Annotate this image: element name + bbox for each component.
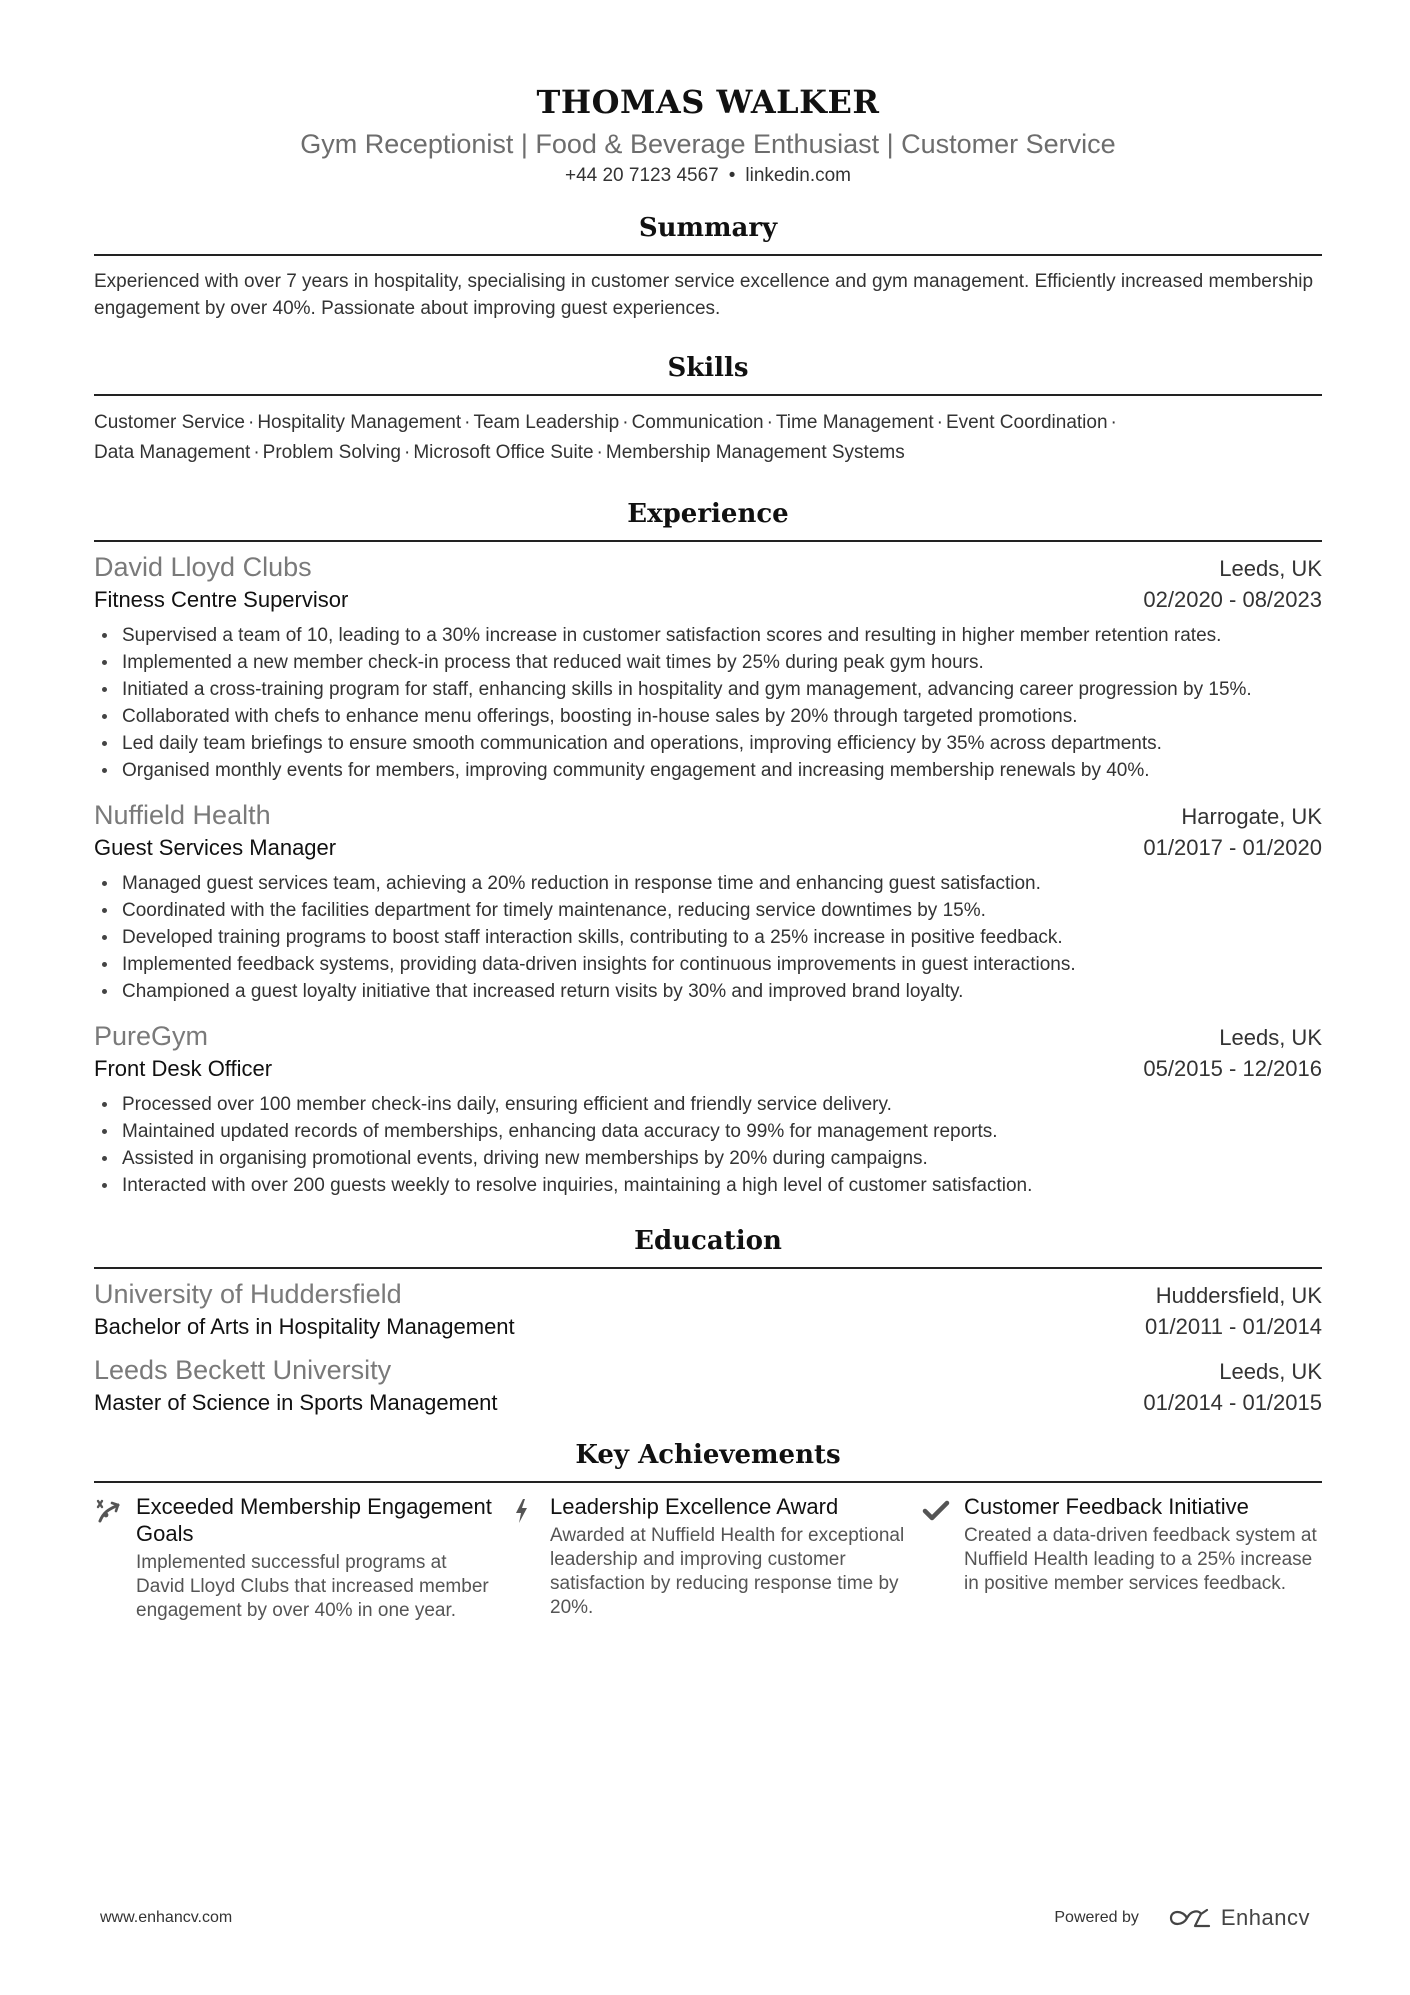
- school-name: University of Huddersfield: [94, 1279, 402, 1309]
- achievement-item: [94, 1493, 494, 1623]
- job-dates: 05/2015 - 12/2016: [1143, 1056, 1322, 1081]
- resume-header: [94, 80, 1322, 190]
- resume-page: [94, 80, 1322, 1623]
- skill-separator: ·: [253, 442, 260, 463]
- company-name: PureGym: [94, 1021, 209, 1051]
- school-name: Leeds Beckett University: [94, 1355, 392, 1385]
- checkmark-icon: [922, 1493, 964, 1623]
- skill-item: Problem Solving: [262, 442, 401, 463]
- candidate-name: THOMAS WALKER: [536, 83, 880, 121]
- degree-name: Master of Science in Sports Management: [94, 1390, 498, 1415]
- achievement-title: Exceeded Membership Engagement Goals: [136, 1494, 492, 1546]
- linkedin-link[interactable]: linkedin.com: [745, 165, 851, 186]
- company-name: Nuffield Health: [94, 800, 271, 830]
- achievement-description: Created a data-driven feedback system at Nuffield Health leading to a 25% increase in positive member services feedback.: [964, 1525, 1317, 1594]
- skills-section: [94, 350, 1322, 468]
- section-divider: [94, 254, 1322, 256]
- bullet-point: Implemented feedback systems, providing data-driven insights for continuous improvements in guest interactions.: [122, 951, 1322, 978]
- skill-item: Customer Service: [94, 412, 245, 433]
- bullet-point: Interacted with over 200 guests weekly to resolve inquiries, maintaining a high level of customer satisfaction.: [122, 1172, 1322, 1199]
- medal-crossed-icon: [94, 1493, 136, 1623]
- bullet-point: Led daily team briefings to ensure smooth communication and operations, improving efficiency by 35% across departments.: [122, 730, 1322, 757]
- experience-list: [94, 550, 1322, 1199]
- skill-separator: ·: [464, 412, 471, 433]
- experience-title: Experience: [627, 499, 789, 529]
- school-location: Huddersfield, UK: [1155, 1283, 1322, 1308]
- experience-header-row: [94, 1019, 1322, 1053]
- achievement-title: Customer Feedback Initiative: [964, 1494, 1249, 1519]
- education-degree-row: [94, 1387, 1322, 1419]
- section-divider: [94, 394, 1322, 396]
- education-entry: [94, 1277, 1322, 1343]
- phone-number[interactable]: +44 20 7123 4567: [564, 165, 719, 186]
- education-title: Education: [634, 1226, 782, 1256]
- achievement-description: Implemented successful programs at David Lloyd Clubs that increased member engagement by over 40% in one year.: [136, 1552, 489, 1621]
- bullet-point: Collaborated with chefs to enhance menu offerings, boosting in-house sales by 20% through targeted promotions.: [122, 703, 1322, 730]
- section-divider: [94, 1267, 1322, 1269]
- page-footer: [100, 1905, 1310, 1931]
- skill-item: Event Coordination: [945, 412, 1108, 433]
- bullet-point: Organised monthly events for members, improving community engagement and increasing membership renewals by 40%.: [122, 757, 1322, 784]
- skill-separator: ·: [936, 412, 943, 433]
- bullet-point: Maintained updated records of memberships, enhancing data accuracy to 99% for management reports.: [122, 1118, 1322, 1145]
- achievements-title: Key Achievements: [575, 1440, 841, 1470]
- education-section: [94, 1223, 1322, 1419]
- company-name: David Lloyd Clubs: [94, 552, 312, 582]
- bullet-point: Assisted in organising promotional events, driving new memberships by 20% during campaigns.: [122, 1145, 1322, 1172]
- job-location: Leeds, UK: [1219, 1025, 1322, 1050]
- achievement-item: [508, 1493, 908, 1623]
- skill-item: Membership Management Systems: [605, 442, 905, 463]
- job-dates: 02/2020 - 08/2023: [1143, 587, 1322, 612]
- skills-title: Skills: [667, 353, 749, 383]
- experience-header-row: [94, 798, 1322, 832]
- job-title: Fitness Centre Supervisor: [94, 587, 349, 612]
- powered-by-label: Powered by: [1054, 1909, 1139, 1926]
- skill-separator: ·: [622, 412, 629, 433]
- achievement-body: [550, 1493, 908, 1623]
- skill-item: Hospitality Management: [257, 412, 462, 433]
- job-bullets: [94, 870, 1322, 1005]
- achievements-grid: [94, 1493, 1322, 1623]
- bullet-point: Supervised a team of 10, leading to a 30% increase in customer satisfaction scores and resulting in higher member retention rates.: [122, 622, 1322, 649]
- experience-header-row: [94, 550, 1322, 584]
- summary-text: Experienced with over 7 years in hospitality, specialising in customer service excellence and gym management. Efficiently increased membership engagement by over 40%. Passionate about improving guest experiences.: [94, 271, 1314, 319]
- achievements-section: [94, 1437, 1322, 1623]
- education-list: [94, 1277, 1322, 1419]
- summary-title: Summary: [638, 213, 778, 243]
- bullet-point: Processed over 100 member check-ins daily, ensuring efficient and friendly service delivery.: [122, 1091, 1322, 1118]
- summary-section: [94, 210, 1322, 322]
- section-divider: [94, 1481, 1322, 1483]
- skills-list: [94, 408, 1322, 468]
- job-title: Guest Services Manager: [94, 835, 337, 860]
- achievement-item: [922, 1493, 1322, 1623]
- enhancv-logo-icon: [1167, 1906, 1213, 1930]
- job-location: Leeds, UK: [1219, 556, 1322, 581]
- job-location: Harrogate, UK: [1181, 804, 1322, 829]
- bullet-point: Championed a guest loyalty initiative that increased return visits by 30% and improved brand loyalty.: [122, 978, 1322, 1005]
- experience-role-row: [94, 832, 1322, 864]
- experience-entry: [94, 1019, 1322, 1199]
- achievement-body: [136, 1493, 494, 1623]
- footer-brand: [1054, 1905, 1310, 1931]
- contact-line: [94, 162, 1322, 190]
- bullet-point: Initiated a cross-training program for staff, enhancing skills in hospitality and gym management, advancing career progression by 15%.: [122, 676, 1322, 703]
- bullet-point: Implemented a new member check-in process that reduced wait times by 25% during peak gym hours.: [122, 649, 1322, 676]
- skill-separator: ·: [248, 412, 255, 433]
- skill-item: Microsoft Office Suite: [413, 442, 594, 463]
- skill-separator: ·: [404, 442, 411, 463]
- bullet-point: Developed training programs to boost staff interaction skills, contributing to a 25% increase in positive feedback.: [122, 924, 1322, 951]
- skill-separator: ·: [596, 442, 603, 463]
- bullet-point: Managed guest services team, achieving a 20% reduction in response time and enhancing guest satisfaction.: [122, 870, 1322, 897]
- school-location: Leeds, UK: [1219, 1359, 1322, 1384]
- separator-dot: •: [728, 165, 736, 186]
- footer-url[interactable]: www.enhancv.com: [100, 1909, 233, 1926]
- bullet-point: Coordinated with the facilities department for timely maintenance, reducing service downtimes by 15%.: [122, 897, 1322, 924]
- experience-entry: [94, 798, 1322, 1005]
- education-dates: 01/2014 - 01/2015: [1143, 1390, 1322, 1415]
- degree-name: Bachelor of Arts in Hospitality Management: [94, 1314, 515, 1339]
- job-bullets: [94, 1091, 1322, 1199]
- skill-item: Team Leadership: [473, 412, 620, 433]
- experience-entry: [94, 550, 1322, 784]
- job-dates: 01/2017 - 01/2020: [1143, 835, 1322, 860]
- education-degree-row: [94, 1311, 1322, 1343]
- job-bullets: [94, 622, 1322, 784]
- experience-role-row: [94, 1053, 1322, 1085]
- experience-section: [94, 496, 1322, 1199]
- brand-name: Enhancv: [1220, 1905, 1310, 1930]
- section-divider: [94, 540, 1322, 542]
- skill-item: Time Management: [775, 412, 934, 433]
- education-entry: [94, 1353, 1322, 1419]
- education-dates: 01/2011 - 01/2014: [1145, 1314, 1322, 1339]
- skill-item: Communication: [631, 412, 764, 433]
- job-title: Front Desk Officer: [94, 1056, 273, 1081]
- experience-role-row: [94, 584, 1322, 616]
- education-header-row: [94, 1277, 1322, 1311]
- achievement-title: Leadership Excellence Award: [550, 1494, 839, 1519]
- achievement-description: Awarded at Nuffield Health for exceptional leadership and improving customer satisfaction by reducing response time by 20%.: [550, 1525, 905, 1618]
- skill-separator: ·: [766, 412, 773, 433]
- education-header-row: [94, 1353, 1322, 1387]
- skill-separator: ·: [1110, 412, 1117, 433]
- lightning-bolt-icon: [508, 1493, 550, 1623]
- skill-item: Data Management: [94, 442, 251, 463]
- achievement-body: [964, 1493, 1322, 1623]
- candidate-tagline: Gym Receptionist | Food & Beverage Enthusiast | Customer Service: [300, 129, 1116, 159]
